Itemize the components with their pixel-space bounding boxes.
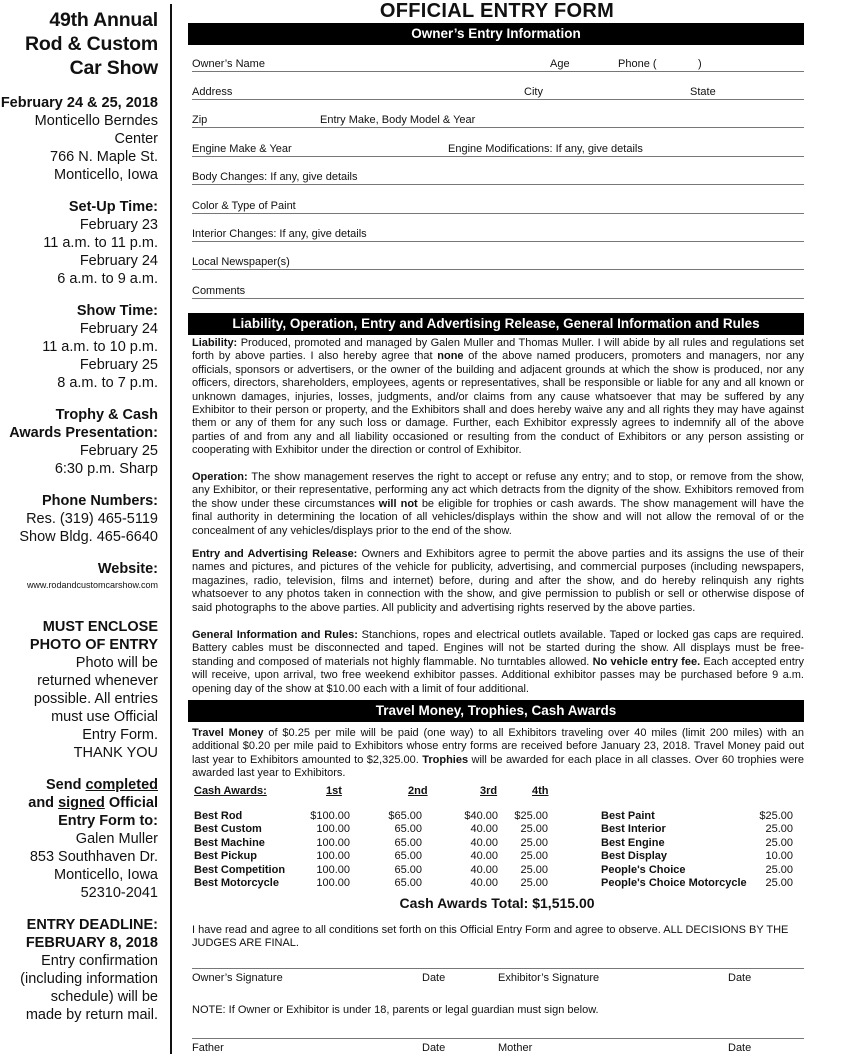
event-info <box>0 94 158 184</box>
award-amount: 25.00 <box>520 863 548 876</box>
award-amount: $40.00 <box>464 810 498 822</box>
phone-numbers <box>0 492 158 546</box>
photo-line: Photo will be <box>75 655 158 671</box>
award-category: Best Pickup <box>194 850 257 863</box>
release-label: Entry and Advertising Release: <box>192 548 358 560</box>
date-label: Date <box>422 972 446 984</box>
send-word: Send <box>46 777 82 793</box>
setup-time <box>0 198 158 288</box>
venue-line: Center <box>114 131 158 147</box>
send-heading <box>0 794 158 812</box>
paint-field[interactable] <box>192 200 804 214</box>
awards-heading: Trophy & Cash <box>55 407 158 423</box>
website-url[interactable]: www.rodandcustomcarshow.com <box>26 580 158 590</box>
award-amount: 40.00 <box>470 863 498 876</box>
entry-make-label: Entry Make, Body Model & Year <box>320 114 476 126</box>
website-heading: Website: <box>97 561 158 577</box>
award-amount: 65.00 <box>394 850 422 863</box>
date-label: Date <box>422 1042 446 1054</box>
cash-awards-total: Cash Awards Total: $1,515.00 <box>399 895 595 911</box>
photo-line: must use Official <box>51 709 158 725</box>
zip-label: Zip <box>192 114 208 126</box>
award-amount: 100.00 <box>316 877 350 889</box>
special-award-row <box>601 877 793 890</box>
special-award-amount: $25.00 <box>759 810 793 822</box>
body-changes-field[interactable] <box>192 171 804 185</box>
award-amount: 100.00 <box>316 850 350 863</box>
event-dates: February 24 & 25, 2018 <box>0 95 158 111</box>
signed-word: signed <box>58 795 105 811</box>
liability-text: of the above named producers, promoters and managers, nor any officials, sponsors or advertisers, or the owner of the building and adjacent grounds at which the show is produced, nor any officers, directors, shareholders, employees, agents or representatives, shall be responsible or liable for any and all known or unknown damages, injuries, losses, judgments, and/or claims from any cause whatsoever that may be suffered by any Exhibitor to their person or property, and the Exhibitors shall and does hereby waive any and all rights they may have against them or any of them for any such loss or damage. Further, each Exhibitor expressly agrees to indemnify all of the above parties of and from any and all liability occasioned or resulting from the conduct of Exhibitors or any person assisting or cooperating with Exhibitor under the direction or control of Exhibitor. <box>192 350 804 457</box>
travel-text: will be awarded for each place in all classes. Over 60 trophies were awarded last year to Exhibitors. <box>192 753 804 780</box>
travel-paragraph <box>192 727 804 781</box>
mother-label: Mother <box>498 1042 533 1054</box>
special-award-amount: 25.00 <box>765 823 793 836</box>
photo-line: possible. All entries <box>33 691 158 707</box>
photo-heading: PHOTO OF ENTRY <box>29 637 158 653</box>
newspaper-field[interactable] <box>192 256 804 270</box>
general-text: Each accepted entry will receive, upon arrival, two free weekend exhibitor passes. Additional exhibitor passes may be purchased before 9 a.m. opening day of the show at $10.00 each with a limit of four additional. <box>192 655 804 695</box>
section-header-rules: Liability, Operation, Entry and Advertising Release, General Information and Rules <box>188 313 804 335</box>
venue-line: Monticello, Iowa <box>54 167 158 183</box>
signature-line-owner-exhibitor[interactable] <box>192 968 804 984</box>
award-amount: 65.00 <box>394 836 422 849</box>
col-2nd: 2nd <box>408 785 428 797</box>
date-label: Date <box>728 1042 752 1054</box>
vertical-divider <box>170 4 172 1054</box>
special-award-row <box>601 850 793 863</box>
special-award-category: Best Engine <box>601 836 665 849</box>
setup-heading: Set-Up Time: <box>68 199 158 215</box>
photo-line: THANK YOU <box>73 745 158 761</box>
award-amount: 25.00 <box>520 836 548 849</box>
setup-line: February 24 <box>79 253 158 269</box>
form-title: OFFICIAL ENTRY FORM <box>379 0 615 22</box>
awards-line: 6:30 p.m. Sharp <box>54 461 158 477</box>
venue-line: Monticello Berndes <box>34 113 158 129</box>
interior-label: Interior Changes: If any, give details <box>192 228 367 240</box>
award-amount: 65.00 <box>394 877 422 889</box>
award-category: Best Custom <box>194 823 262 836</box>
deadline-heading: FEBRUARY 8, 2018 <box>25 935 158 951</box>
special-award-category: Best Paint <box>601 810 655 822</box>
event-title-line: Rod & Custom <box>24 33 158 55</box>
show-line: 11 a.m. to 10 p.m. <box>42 339 158 355</box>
address-line: Galen Muller <box>75 831 158 847</box>
address-line: 853 Southhaven Dr. <box>29 849 158 865</box>
release-paragraph <box>192 548 804 615</box>
awards-line: February 25 <box>79 443 158 459</box>
deadline-line: schedule) will be <box>50 989 158 1005</box>
award-amount: 40.00 <box>470 836 498 849</box>
show-line: February 25 <box>79 357 158 373</box>
operation-emphasis: will not <box>378 497 418 510</box>
address-line: Monticello, Iowa <box>54 867 158 883</box>
special-award-row <box>601 837 793 850</box>
award-category: Best Motorcycle <box>194 877 279 889</box>
city-label: City <box>524 86 543 98</box>
award-amount: 100.00 <box>316 836 350 849</box>
travel-text: of $0.25 per mile will be paid (one way) to all Exhibitors traveling over 40 miles (limit 200 miles) with an additional $0.20 per mile paid to Exhibitors whose entry forms are received before January 23, 2018. Travel Money paid out last year to Exhibitors amounted to $2,325.00. <box>192 727 805 766</box>
award-amount: 100.00 <box>316 823 350 836</box>
owner-name-field[interactable] <box>192 58 804 72</box>
special-award-amount: 25.00 <box>765 877 793 889</box>
special-award-category: Best Interior <box>601 823 666 836</box>
owner-name-label: Owner’s Name <box>192 58 265 70</box>
photo-notice <box>0 618 158 762</box>
award-amount: 25.00 <box>520 823 548 836</box>
special-award-category: Best Display <box>601 850 668 863</box>
award-amount: 40.00 <box>470 850 498 863</box>
event-title <box>0 8 158 80</box>
address-label: Address <box>192 86 233 98</box>
cash-awards-label: Cash Awards: <box>194 785 267 797</box>
deadline-line: Entry confirmation <box>41 953 158 969</box>
comments-label: Comments <box>192 285 246 297</box>
show-line: 8 a.m. to 7 p.m. <box>57 375 158 391</box>
award-amount: 65.00 <box>394 823 422 836</box>
award-category: Best Machine <box>194 836 265 849</box>
photo-line: Entry Form. <box>82 727 158 743</box>
event-title-line: Car Show <box>69 57 158 79</box>
operation-paragraph <box>192 471 804 538</box>
sidebar <box>0 8 158 1024</box>
section-header-owner: Owner’s Entry Information <box>188 23 804 45</box>
award-amount: 100.00 <box>316 863 350 876</box>
completed-word: completed <box>85 777 158 793</box>
awards-heading: Awards Presentation: <box>9 425 158 441</box>
travel-label: Travel Money <box>192 727 264 739</box>
official-word: Official <box>108 795 158 811</box>
award-amount: 40.00 <box>470 877 498 889</box>
show-time <box>0 302 158 392</box>
award-amount: $65.00 <box>388 810 422 822</box>
special-award-amount: 25.00 <box>765 836 793 849</box>
award-amount: 25.00 <box>520 877 548 889</box>
award-amount: 25.00 <box>520 850 548 863</box>
website <box>0 560 158 592</box>
operation-text: The show management reserves the right to accept or refuse any entry; and to stop, or remove from the show, any Exhibitor, or their representative, performing any act which detracts from the dignity of the show. Exhibitors removed from the show under these circumstances <box>192 471 804 510</box>
general-emphasis: No vehicle entry fee. <box>592 655 701 668</box>
signature-line-guardians[interactable] <box>192 1038 804 1054</box>
comments-field[interactable] <box>192 285 804 299</box>
newspaper-label: Local Newspaper(s) <box>192 256 290 268</box>
event-title-line: 49th Annual <box>49 9 158 31</box>
special-award-category: People's Choice <box>601 863 686 876</box>
operation-label: Operation: <box>192 471 248 483</box>
address-line: 52310-2041 <box>80 885 158 901</box>
operation-text: be eligible for trophies or cash awards. The show management will have the final authority in determining the location of all vehicles/displays within the show and will not allow the removal of or the concealment of any vehicles/displays prior to the end of the show. <box>192 497 804 537</box>
liability-emphasis: none <box>437 350 464 363</box>
general-text: Stanchions, ropes and electrical outlets available. Taped or locked gas caps are required. Battery cables must be disconnected and taped. Engines will not be started during the show. All displays must be free-standing and composed of materials not highly flammable. No turntables allowed. <box>192 629 804 668</box>
guardian-note: NOTE: If Owner or Exhibitor is under 18, parents or legal guardian must sign below. <box>192 1004 599 1016</box>
show-line: February 24 <box>79 321 158 337</box>
owner-signature-label: Owner’s Signature <box>192 972 283 984</box>
exhibitor-signature-label: Exhibitor’s Signature <box>498 972 600 984</box>
liability-text: Produced, promoted and managed by Galen Muller and Thomas Muller. I will abide by all rules and regulations set forth by above parties. I also hereby agree that <box>192 337 804 363</box>
state-label: State <box>690 86 716 98</box>
interior-field[interactable] <box>192 228 804 242</box>
general-label: General Information and Rules: <box>192 629 358 641</box>
special-award-row <box>601 810 793 823</box>
and-word: and <box>28 795 55 811</box>
col-1st: 1st <box>326 785 342 797</box>
liability-label: Liability: <box>192 337 238 349</box>
award-category: Best Competition <box>194 863 286 876</box>
setup-line: 6 a.m. to 9 a.m. <box>57 271 158 287</box>
send-to <box>0 776 158 902</box>
phone-line: Show Bldg. 465-6640 <box>19 529 158 545</box>
zip-field[interactable] <box>192 114 804 128</box>
special-award-amount: 25.00 <box>765 863 793 876</box>
date-label: Date <box>728 972 752 984</box>
trophies-emphasis: Trophies <box>422 753 469 766</box>
age-label: Age <box>550 58 570 70</box>
engine-mods-label: Engine Modifications: If any, give details <box>448 143 643 155</box>
setup-line: 11 a.m. to 11 p.m. <box>43 235 158 251</box>
father-label: Father <box>192 1042 224 1054</box>
send-heading <box>0 776 158 794</box>
award-amount: $25.00 <box>514 810 548 822</box>
photo-line: returned whenever <box>37 673 158 689</box>
special-award-row <box>601 823 793 836</box>
section-header-money: Travel Money, Trophies, Cash Awards <box>188 700 804 722</box>
phone-close: ) <box>698 58 702 70</box>
deadline-line: (including information <box>20 971 158 987</box>
deadline-heading: ENTRY DEADLINE: <box>26 917 158 933</box>
show-heading: Show Time: <box>76 303 158 319</box>
general-paragraph <box>192 629 804 696</box>
award-amount: 40.00 <box>470 823 498 836</box>
special-award-row <box>601 864 793 877</box>
engine-field[interactable] <box>192 143 804 157</box>
agreement-text: I have read and agree to all conditions set forth on this Official Entry Form and agree to observe. ALL DECISIONS BY THE JUDGES ARE FINAL. <box>192 924 789 950</box>
entry-deadline <box>0 916 158 1024</box>
setup-line: February 23 <box>79 217 158 233</box>
award-category: Best Rod <box>194 810 243 822</box>
photo-heading: MUST ENCLOSE <box>42 619 158 635</box>
send-heading: Entry Form to: <box>58 813 158 829</box>
liability-paragraph <box>192 337 804 458</box>
body-changes-label: Body Changes: If any, give details <box>192 171 358 183</box>
engine-make-label: Engine Make & Year <box>192 143 292 155</box>
phone-heading: Phone Numbers: <box>41 493 158 509</box>
deadline-line: made by return mail. <box>25 1007 158 1023</box>
release-text: Owners and Exhibitors agree to permit the above parties and its assigns the use of their names and pictures, and pictures of the vehicle for publicity, advertising, and commercial purposes (including newspapers, magazines, radio, television, films and internet) before, during and after the show, and do hereby relinquish any rights whatsoever to any photos taken in connection with the show, and give permission to publish or sell or otherwise dispose of said photographs to the above parties. All publicity and advertising rights reserved by the above parties. <box>192 548 805 614</box>
paint-label: Color & Type of Paint <box>192 200 296 212</box>
special-award-category: People's Choice Motorcycle <box>601 877 747 889</box>
special-award-amount: 10.00 <box>765 850 793 863</box>
award-amount: 65.00 <box>394 863 422 876</box>
venue-line: 766 N. Maple St. <box>50 149 158 165</box>
address-field[interactable] <box>192 86 804 100</box>
phone-label: Phone ( <box>618 58 657 70</box>
col-4th: 4th <box>532 785 549 797</box>
col-3rd: 3rd <box>480 785 498 797</box>
award-amount: $100.00 <box>310 810 350 822</box>
phone-line: Res. (319) 465-5119 <box>26 511 158 527</box>
awards-presentation <box>0 406 158 478</box>
